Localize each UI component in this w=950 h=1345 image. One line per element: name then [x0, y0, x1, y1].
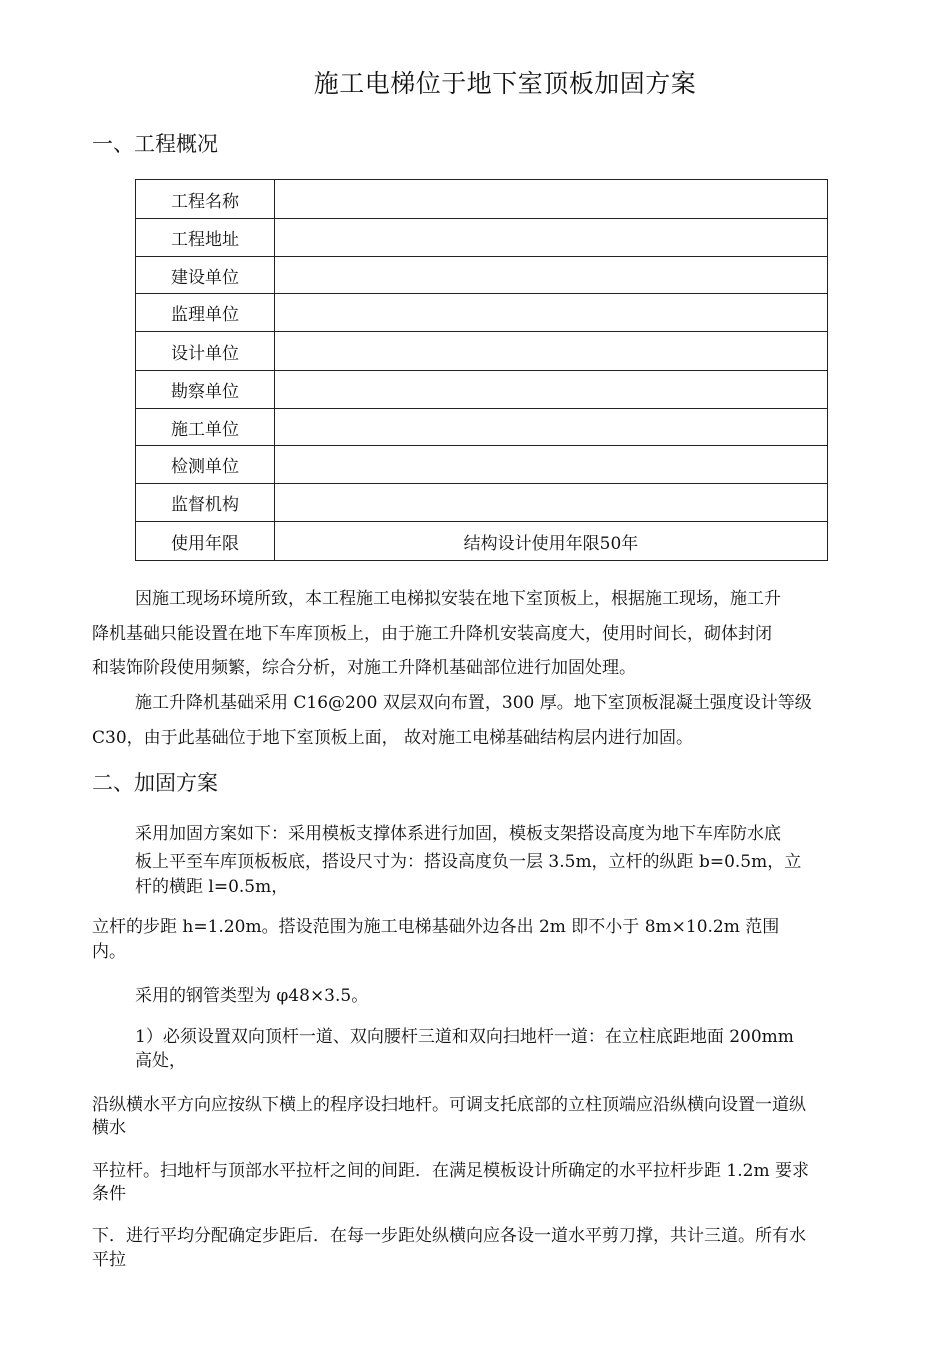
- paragraph-line: 降机基础只能设置在地下车库顶板上，由于施工升降机安装高度大，使用时间长，砌体封闭: [92, 624, 772, 644]
- paragraph-line: 因施工现场环境所致，本工程施工电梯拟安装在地下室顶板上，根据施工现场，施工升: [135, 589, 781, 609]
- table-label: 工程地址: [136, 219, 275, 257]
- table-value: [275, 484, 828, 522]
- table-label: 施工单位: [136, 409, 275, 446]
- table-value: [275, 332, 828, 371]
- section-heading-overview: 一、工程概况: [92, 132, 218, 156]
- table-label: 检测单位: [136, 446, 275, 484]
- table-row: [136, 371, 828, 409]
- table-value: [275, 371, 828, 409]
- table-value: [275, 219, 828, 257]
- table-value: [275, 294, 828, 332]
- paragraph-line: C30，由于此基础位于地下室顶板上面， 故对施工电梯基础结构层内进行加固。: [92, 728, 694, 748]
- paragraph-line: 采用的钢管类型为 φ48×3.5。: [135, 986, 369, 1006]
- project-info-table: [135, 179, 828, 561]
- table-label: 监理单位: [136, 294, 275, 332]
- table-row: [136, 219, 828, 257]
- paragraph-line: 施工升降机基础采用 C16@200 双层双向布置，300 厚。地下室顶板混凝土强度设计等级: [135, 693, 812, 713]
- table-row: [136, 257, 828, 294]
- paragraph-line: 条件: [92, 1184, 126, 1204]
- table-value: [275, 180, 828, 219]
- paragraph-line: 高处，: [135, 1051, 186, 1071]
- table-value: 结构设计使用年限50年: [275, 522, 828, 561]
- paragraph-line: 下．进行平均分配确定步距后．在每一步距处纵横向应各设一道水平剪刀撑，共计三道。所有水: [92, 1226, 806, 1246]
- paragraph-line: 1）必须设置双向顶杆一道、双向腰杆三道和双向扫地杆一道：在立柱底距地面 200mm: [135, 1027, 794, 1047]
- paragraph-line: 横水: [92, 1118, 126, 1138]
- paragraph-line: 板上平至车库顶板板底，搭设尺寸为：搭设高度负一层 3.5m，立杆的纵距 b=0.5m，立: [135, 852, 802, 872]
- table-value: [275, 409, 828, 446]
- table-row: [136, 446, 828, 484]
- table-row: [136, 332, 828, 371]
- table-row: [136, 180, 828, 219]
- section-heading-plan: 二、加固方案: [92, 771, 218, 795]
- table-label: 监督机构: [136, 484, 275, 522]
- table-label: 勘察单位: [136, 371, 275, 409]
- paragraph-line: 沿纵横水平方向应按纵下横上的程序设扫地杆。可调支托底部的立柱顶端应沿纵横向设置一道纵: [92, 1095, 806, 1115]
- paragraph-line: 平拉: [92, 1250, 126, 1270]
- paragraph-line: 立杆的步距 h=1.20m。搭设范围为施工电梯基础外边各出 2m 即不小于 8m×10.2m 范围: [92, 917, 780, 937]
- table-label: 建设单位: [136, 257, 275, 294]
- paragraph-line: 杆的横距 l=0.5m，: [135, 877, 289, 897]
- table-row: [136, 484, 828, 522]
- table-row: [136, 409, 828, 446]
- paragraph-line: 采用加固方案如下：采用模板支撑体系进行加固，模板支架搭设高度为地下车库防水底: [135, 824, 781, 844]
- table-row: [136, 294, 828, 332]
- table-label: 使用年限: [136, 522, 275, 561]
- paragraph-line: 平拉杆。扫地杆与顶部水平拉杆之间的间距．在满足模板设计所确定的水平拉杆步距 1.2m 要求: [92, 1161, 809, 1181]
- table-label: 工程名称: [136, 180, 275, 219]
- table-label: 设计单位: [136, 332, 275, 371]
- table-value: [275, 257, 828, 294]
- paragraph-line: 和装饰阶段使用频繁，综合分析，对施工升降机基础部位进行加固处理。: [92, 658, 636, 678]
- table-row: [136, 522, 828, 561]
- paragraph-line: 内。: [92, 942, 126, 962]
- page-title: 施工电梯位于地下室顶板加固方案: [313, 69, 697, 98]
- table-value: [275, 446, 828, 484]
